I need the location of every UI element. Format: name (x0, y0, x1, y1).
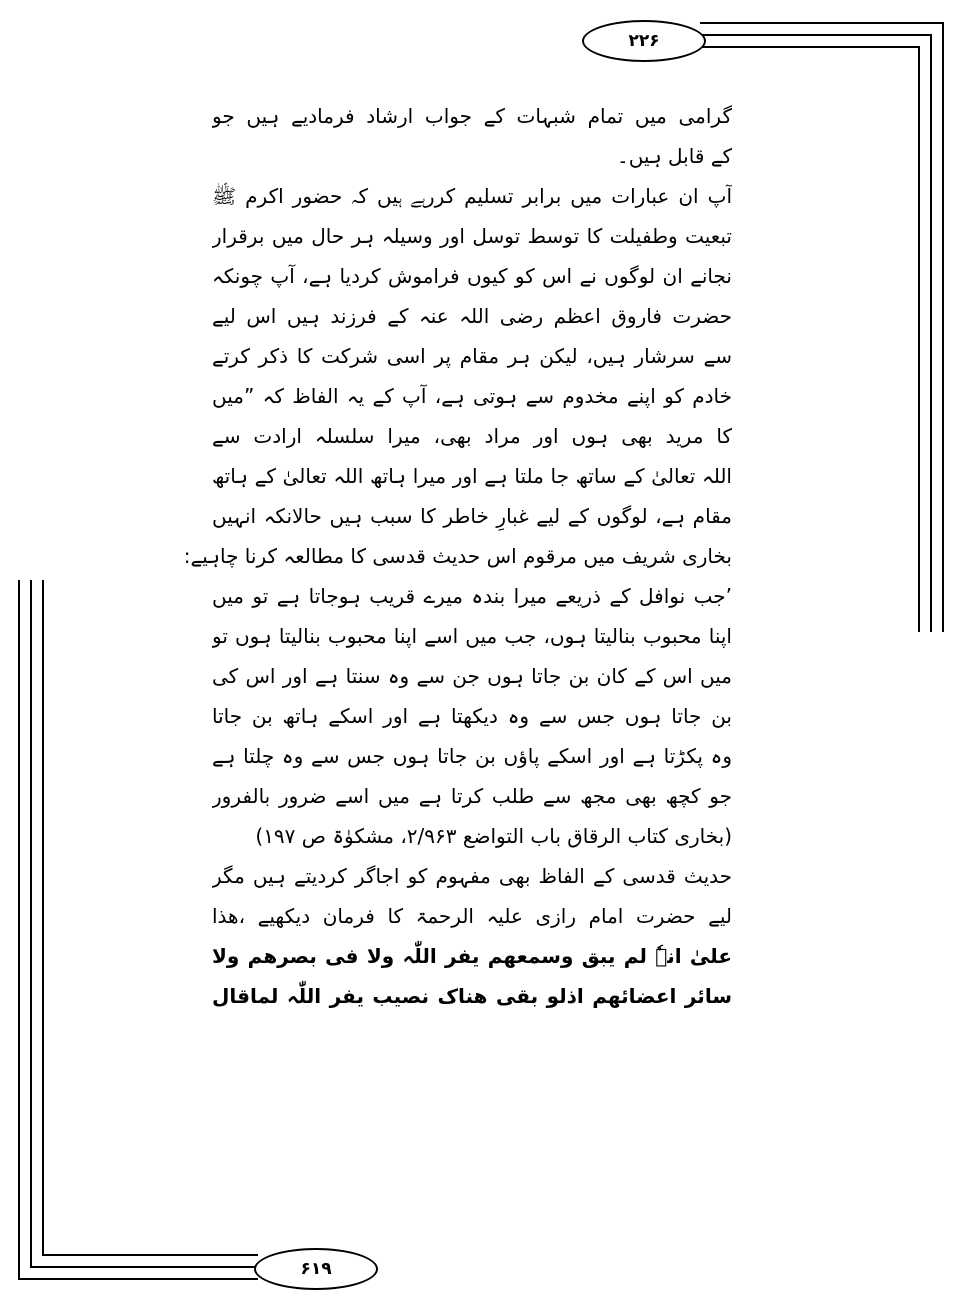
text-line: تبعیت وطفیلت کا توسط توسل اور وسیلہ ہر حال میں برقرار (212, 224, 732, 248)
text-line: لیے حضرت امام رازی علیہ الرحمۃ کا فرمان دیکھیے ،ھذا (212, 904, 732, 928)
frame-line (42, 1254, 258, 1256)
text-line: حضرت فاروق اعظم رضی اللہ عنہ کے فرزند ہیں اس لیے (212, 304, 732, 328)
text-line: کے قابل ہیں۔ (616, 144, 732, 168)
citation: (بخاری کتاب الرقاق باب التواضع ۲/۹۶۳، مشکوٰۃ ص ۱۹۷) (255, 824, 732, 848)
text-line: حدیث قدسی کے الفاظ بھی مفہوم کو اجاگر کردیتے ہیں مگر (212, 864, 732, 888)
text-line: جو کچھ بھی مجھ سے طلب کرتا ہے میں اسے ضرور بالفرور (212, 784, 732, 808)
arabic-quote-line: سائر اعضائھم اذلو بقی ھناک نصیب یفر اللّٰہ لماقال (212, 984, 732, 1008)
top-page-number-text: ۲۲۶ (628, 31, 660, 51)
page-body (183, 96, 732, 1016)
bottom-page-number (254, 1248, 378, 1290)
bottom-page-number-text: ۶۱۹ (300, 1259, 332, 1279)
frame-line (700, 22, 944, 24)
text-line: اپنا محبوب بنالیتا ہوں، جب میں اسے اپنا محبوب بنالیتا ہوں تو (212, 624, 732, 648)
text-line: سے سرشار ہیں، لیکن ہر مقام پر اسی شرکت کا ذکر کرتے (212, 344, 732, 368)
frame-line (942, 22, 944, 632)
frame-line (930, 34, 932, 632)
frame-line (700, 46, 920, 48)
text-line: آپ ان عبارات میں برابر تسلیم کررہے ہیں کہ حضور اکرم ﷺ (212, 184, 732, 208)
text-line: مقام ہے، لوگوں کے لیے غبارِ خاطر کا سبب ہیں حالانکہ انہیں (212, 504, 732, 528)
frame-line (30, 580, 32, 1268)
arabic-quote-line: علیٰ انہٗ لم یبق وسمعھم یفر اللّٰہ ولا فی بصرھم ولا (212, 944, 732, 968)
text-line: خادم کو اپنے مخدوم سے ہوتی ہے، آپ کے یہ الفاظ کہ ”میں (212, 384, 732, 408)
text-line: کا مرید بھی ہوں اور مراد بھی، میرا سلسلہ ارادت سے (212, 424, 732, 448)
frame-line (700, 34, 932, 36)
text-line: میں اس کے کان بن جاتا ہوں جن سے وہ سنتا ہے اور اس کی (212, 664, 732, 688)
text-line: وہ پکڑتا ہے اور اسکے پاؤں بن جاتا ہوں جس سے وہ چلتا ہے (212, 744, 732, 768)
text-line: بخاری شریف میں مرقوم اس حدیث قدسی کا مطالعہ کرنا چاہیے: (183, 544, 732, 568)
text-line: بن جاتا ہوں جس سے وہ دیکھتا ہے اور اسکے ہاتھ بن جاتا (212, 704, 732, 728)
frame-line (18, 580, 20, 1280)
text-line: گرامی میں تمام شبہات کے جواب ارشاد فرمادیے ہیں جو (212, 104, 732, 128)
frame-line (918, 46, 920, 632)
frame-line (18, 1278, 258, 1280)
text-line: نجانے ان لوگوں نے اس کو کیوں فراموش کردیا ہے، آپ چونکہ (212, 264, 732, 288)
frame-line (42, 580, 44, 1256)
text-line: اللہ تعالیٰ کے ساتھ جا ملتا ہے اور میرا ہاتھ اللہ تعالیٰ کے ہاتھ (212, 464, 732, 488)
top-page-number (582, 20, 706, 62)
text-line: ’جب نوافل کے ذریعے میرا بندہ میرے قریب ہوجاتا ہے تو میں (212, 584, 732, 608)
frame-line (30, 1266, 258, 1268)
